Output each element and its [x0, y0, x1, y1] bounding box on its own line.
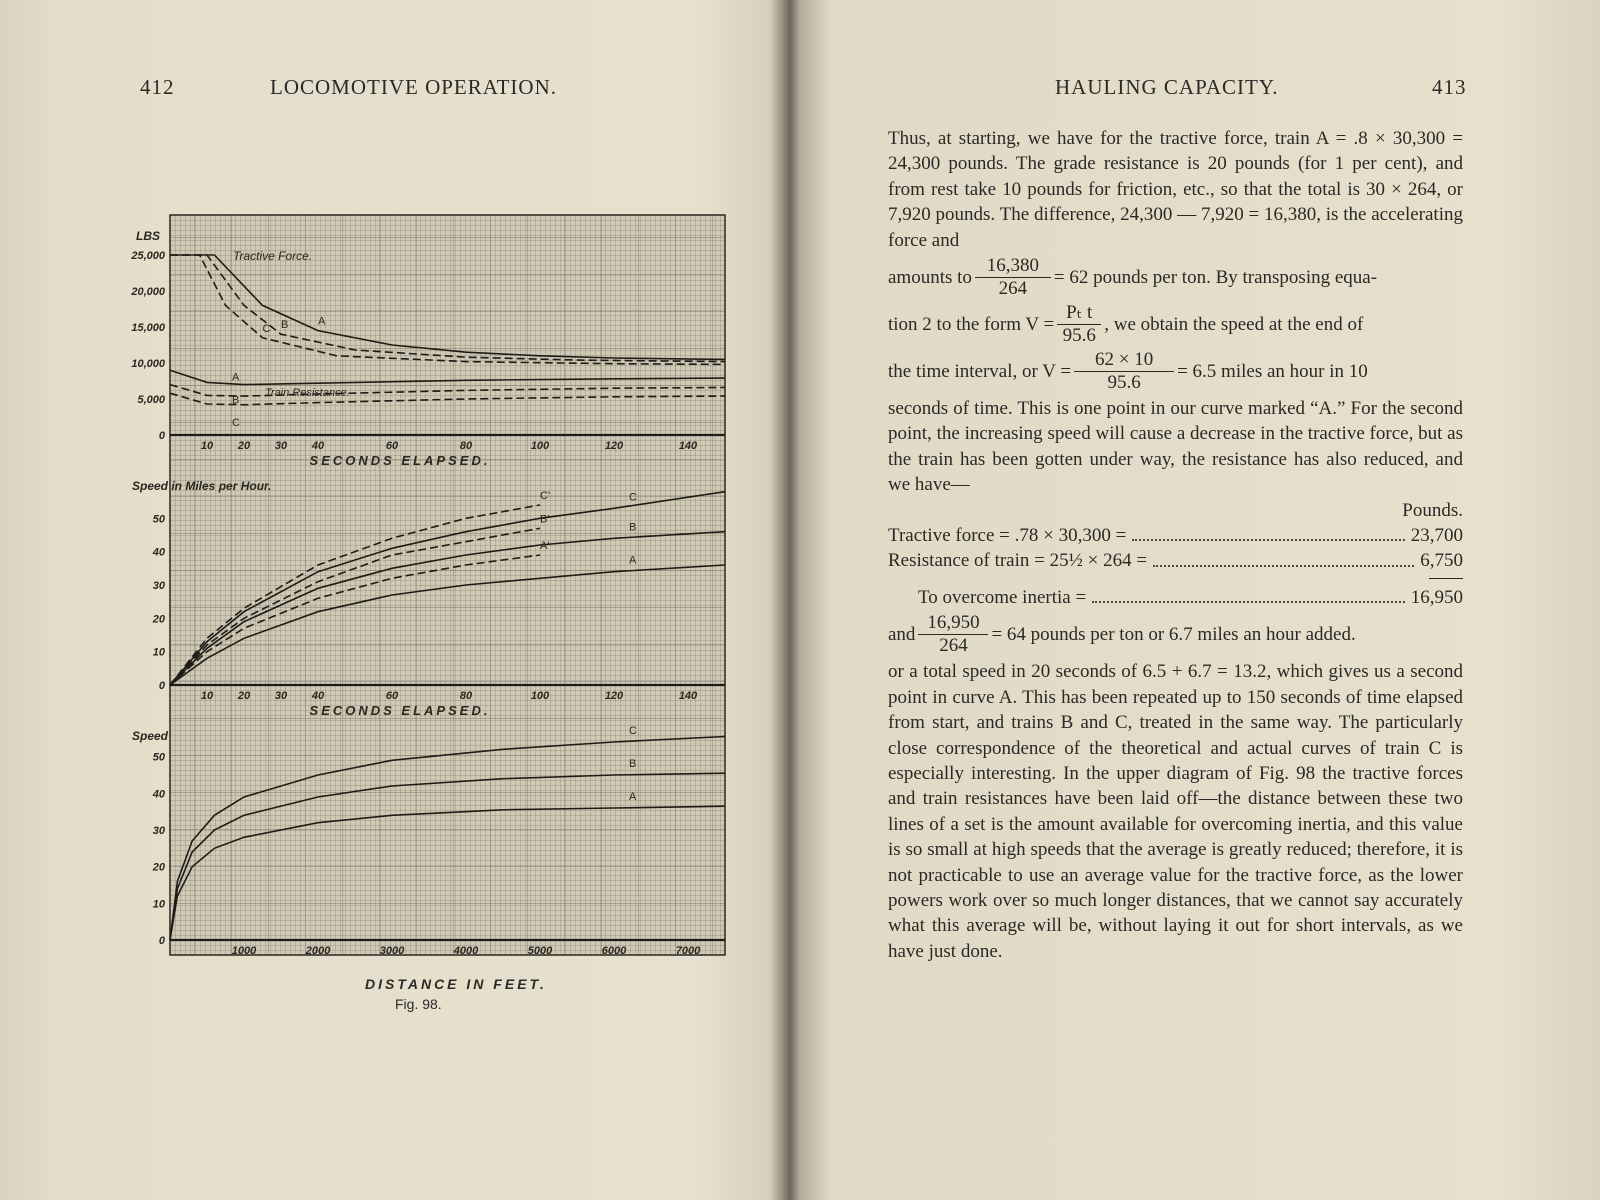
- chart-2-series-label: A': [540, 540, 550, 552]
- chart-1-y-tick: 10,000: [131, 358, 165, 370]
- chart-2-series-label: A: [629, 554, 637, 567]
- chart-2-x-tick: 60: [385, 690, 399, 702]
- grid-coarse: [170, 215, 725, 955]
- row2-value: 6,750: [1420, 550, 1463, 572]
- chart-1-y-tick: 15,000: [131, 322, 165, 334]
- chart-1-series-label: A: [232, 371, 240, 384]
- chart-3-y-tick: 10: [152, 898, 165, 911]
- eq2-pre: tion 2 to the form V =: [888, 313, 1055, 335]
- leader-dots: [1092, 585, 1405, 603]
- page-number-right: 413: [1432, 75, 1467, 99]
- chart-3-x-tick: 6000: [601, 945, 627, 957]
- table-row-inertia: [888, 585, 1463, 610]
- chart-1-x-tick: 40: [311, 440, 325, 452]
- chart-2-series-label: C': [540, 490, 551, 502]
- eq2-denominator: 95.6: [1062, 325, 1096, 347]
- eq3-pre: the time interval, or V =: [888, 360, 1072, 382]
- chart-1-series-label: B: [232, 394, 240, 407]
- eq4-fraction: [918, 612, 988, 657]
- eq4-numerator: 16,950: [918, 612, 988, 635]
- eq4-denominator: 264: [939, 635, 968, 657]
- left-page: [0, 0, 790, 1200]
- eq3-numerator: 62 × 10: [1074, 349, 1174, 372]
- eq1-numerator: 16,380: [975, 255, 1051, 278]
- chart-2-x-tick: 20: [237, 690, 251, 702]
- chart-2-series-label: B: [629, 521, 637, 534]
- figure-98-svg: [120, 200, 740, 1020]
- eq2-post: , we obtain the speed at the end of: [1104, 313, 1364, 335]
- chart-3-series-label: A: [629, 791, 637, 803]
- chart-1-y-tick: 0: [158, 430, 165, 442]
- row2-label: Resistance of train = 25½ × 264 =: [888, 550, 1148, 572]
- chart-2-series-label: C: [629, 491, 637, 504]
- eq3-post: = 6.5 miles an hour in 10: [1177, 360, 1368, 382]
- chart-3-y-tick: 30: [152, 825, 165, 837]
- annotation-train-resistance: Train Resistance.: [265, 387, 350, 400]
- chart-2-series-label: B': [540, 513, 550, 526]
- running-head-right: HAULING CAPACITY.: [1055, 75, 1279, 99]
- chart-2-x-tick: 10: [200, 690, 214, 702]
- eq4-post: = 64 pounds per ton or 6.7 miles an hour added.: [991, 624, 1356, 646]
- chart-3-series-label: C: [629, 725, 637, 737]
- chart-3-x-tick: 3000: [379, 945, 405, 957]
- chart-1-series-label: A: [318, 315, 326, 328]
- chart-2-y-tick: 10: [152, 646, 165, 659]
- leader-dots: [1153, 548, 1414, 566]
- paragraph-3: or a total speed in 20 seconds of 6.5 + 6.7 = 13.2, which gives us a second point in curve A. This has been repeated up to 150 seconds of time elapsed from start, and trains B and C, treated in the same way. The particularly close correspondence of the theoretical and actual curves of train C is especially interesting. In the upper diagram of Fig. 98 the tractive forces and train resistances have been laid off—the distance between these two lines of a set is the amount available for overcoming inertia, and this value is so small at high speeds that the average is greatly reduced; therefore, it is not practicable to use an average value for the tractive force, as the lower powers work over so much longer distances, that we cannot say accurately what this average will be, without laying it out for short intervals, as we have just done.: [888, 661, 1463, 962]
- row3-label: To overcome inertia =: [918, 586, 1087, 608]
- leader-dots: [1132, 523, 1404, 541]
- chart-2-y-tick: 40: [152, 546, 165, 559]
- chart-3-x-tick: 7000: [675, 945, 701, 957]
- annotation-tractive-force: Tractive Force.: [233, 249, 313, 263]
- chart-1-x-tick: 120: [604, 440, 624, 452]
- chart-1-series-label: C: [262, 322, 271, 335]
- chart-1-x-tick: 140: [678, 440, 698, 452]
- chart-3-y-tick: 50: [152, 751, 165, 764]
- equation-1: [888, 255, 1463, 300]
- chart-1-x-tick: 20: [237, 440, 251, 452]
- distance-axis-label: DISTANCE IN FEET.: [365, 976, 547, 992]
- chart-3-y-tick: 20: [152, 861, 165, 874]
- chart-1-series-label: B: [281, 319, 289, 332]
- paragraph-2: seconds of time. This is one point in our curve marked “A.” For the second point, the increasing speed will cause a decrease in the tractive force, but as the train has been gotten under way, the resistance has also reduced, and we have—: [888, 398, 1463, 496]
- chart-1-x-tick: 100: [530, 440, 550, 452]
- page-number-left: 412: [140, 75, 175, 99]
- chart-2-x-tick: 40: [311, 690, 325, 702]
- row1-label: Tractive force = .78 × 30,300 =: [888, 525, 1127, 547]
- chart-1-x-tick: 10: [200, 440, 214, 452]
- equation-4: [888, 612, 1463, 657]
- table-row-tractive: [888, 523, 1463, 548]
- row1-value: 23,700: [1410, 525, 1463, 547]
- chart-2-y-tick: 0: [158, 680, 165, 692]
- chart-1-x-tick: 80: [459, 440, 473, 452]
- body-text: [888, 126, 1463, 964]
- running-head-left: LOCOMOTIVE OPERATION.: [270, 75, 557, 99]
- chart-1-y-tick: 5,000: [137, 394, 165, 406]
- chart-2-x-tick: 100: [530, 690, 550, 702]
- chart-3-series-label: B: [629, 758, 637, 770]
- chart-2-x-label: SECONDS ELAPSED.: [309, 703, 491, 718]
- chart-3-y-tick: 40: [152, 788, 165, 801]
- eq1-denominator: 264: [998, 278, 1028, 300]
- chart-2-x-tick: 140: [678, 690, 698, 702]
- table-unit: Pounds.: [1402, 499, 1463, 521]
- chart-3-y-tick: 0: [158, 935, 165, 947]
- chart-2-y-tick: 30: [152, 580, 165, 592]
- chart-2-y-label: Speed in Miles per Hour.: [132, 479, 272, 493]
- chart-3-x-tick: 5000: [527, 945, 553, 957]
- chart-2-x-tick: 80: [459, 690, 473, 702]
- eq2-numerator: Pₜ t: [1057, 302, 1101, 325]
- chart-2-y-tick: 50: [152, 513, 165, 526]
- chart-2-x-tick: 120: [604, 690, 624, 702]
- chart-2-x-tick: 30: [274, 690, 288, 702]
- eq1-fraction: [975, 255, 1051, 300]
- eq4-pre: and: [888, 624, 916, 646]
- chart-3-x-tick: 4000: [453, 945, 479, 957]
- chart-1-series-label: C: [232, 417, 240, 430]
- sum-rule: [1429, 578, 1463, 579]
- chart-3-y-label: Speed: [132, 729, 169, 743]
- chart-2-y-tick: 20: [152, 613, 165, 626]
- eq1-post: = 62 pounds per ton. By transposing equa-: [1053, 266, 1378, 288]
- chart-1-y-tick: 25,000: [131, 250, 165, 262]
- chart-1-y-label: LBS: [136, 229, 160, 243]
- figure-caption: Fig. 98.: [395, 996, 442, 1012]
- equation-2: [888, 302, 1463, 347]
- eq3-denominator: 95.6: [1107, 372, 1141, 394]
- eq2-fraction: [1057, 302, 1101, 347]
- eq3-fraction: [1074, 349, 1174, 394]
- paragraph-1: Thus, at starting, we have for the tractive force, train A = .8 × 30,300 = 24,300 pounds. The grade resistance is 20 pounds (for 1 per cent), and from rest take 10 pounds for friction, etc., so that the total is 30 × 264, or 7,920 pounds. The difference, 24,300 — 7,920 = 16,380, is the accelerating force and: [888, 128, 1463, 251]
- chart-1-x-tick: 30: [274, 440, 288, 452]
- equation-3: [888, 349, 1463, 394]
- chart-3-x-tick: 1000: [231, 945, 257, 957]
- chart-3-x-tick: 2000: [305, 945, 331, 957]
- chart-1-x-tick: 60: [385, 440, 399, 452]
- figure-98: [120, 200, 740, 1020]
- chart-1-y-tick: 20,000: [131, 286, 165, 298]
- eq1-pre: amounts to: [888, 266, 972, 288]
- table-row-resistance: [888, 548, 1463, 573]
- row3-value: 16,950: [1410, 586, 1463, 608]
- chart-1-x-label: SECONDS ELAPSED.: [309, 453, 491, 468]
